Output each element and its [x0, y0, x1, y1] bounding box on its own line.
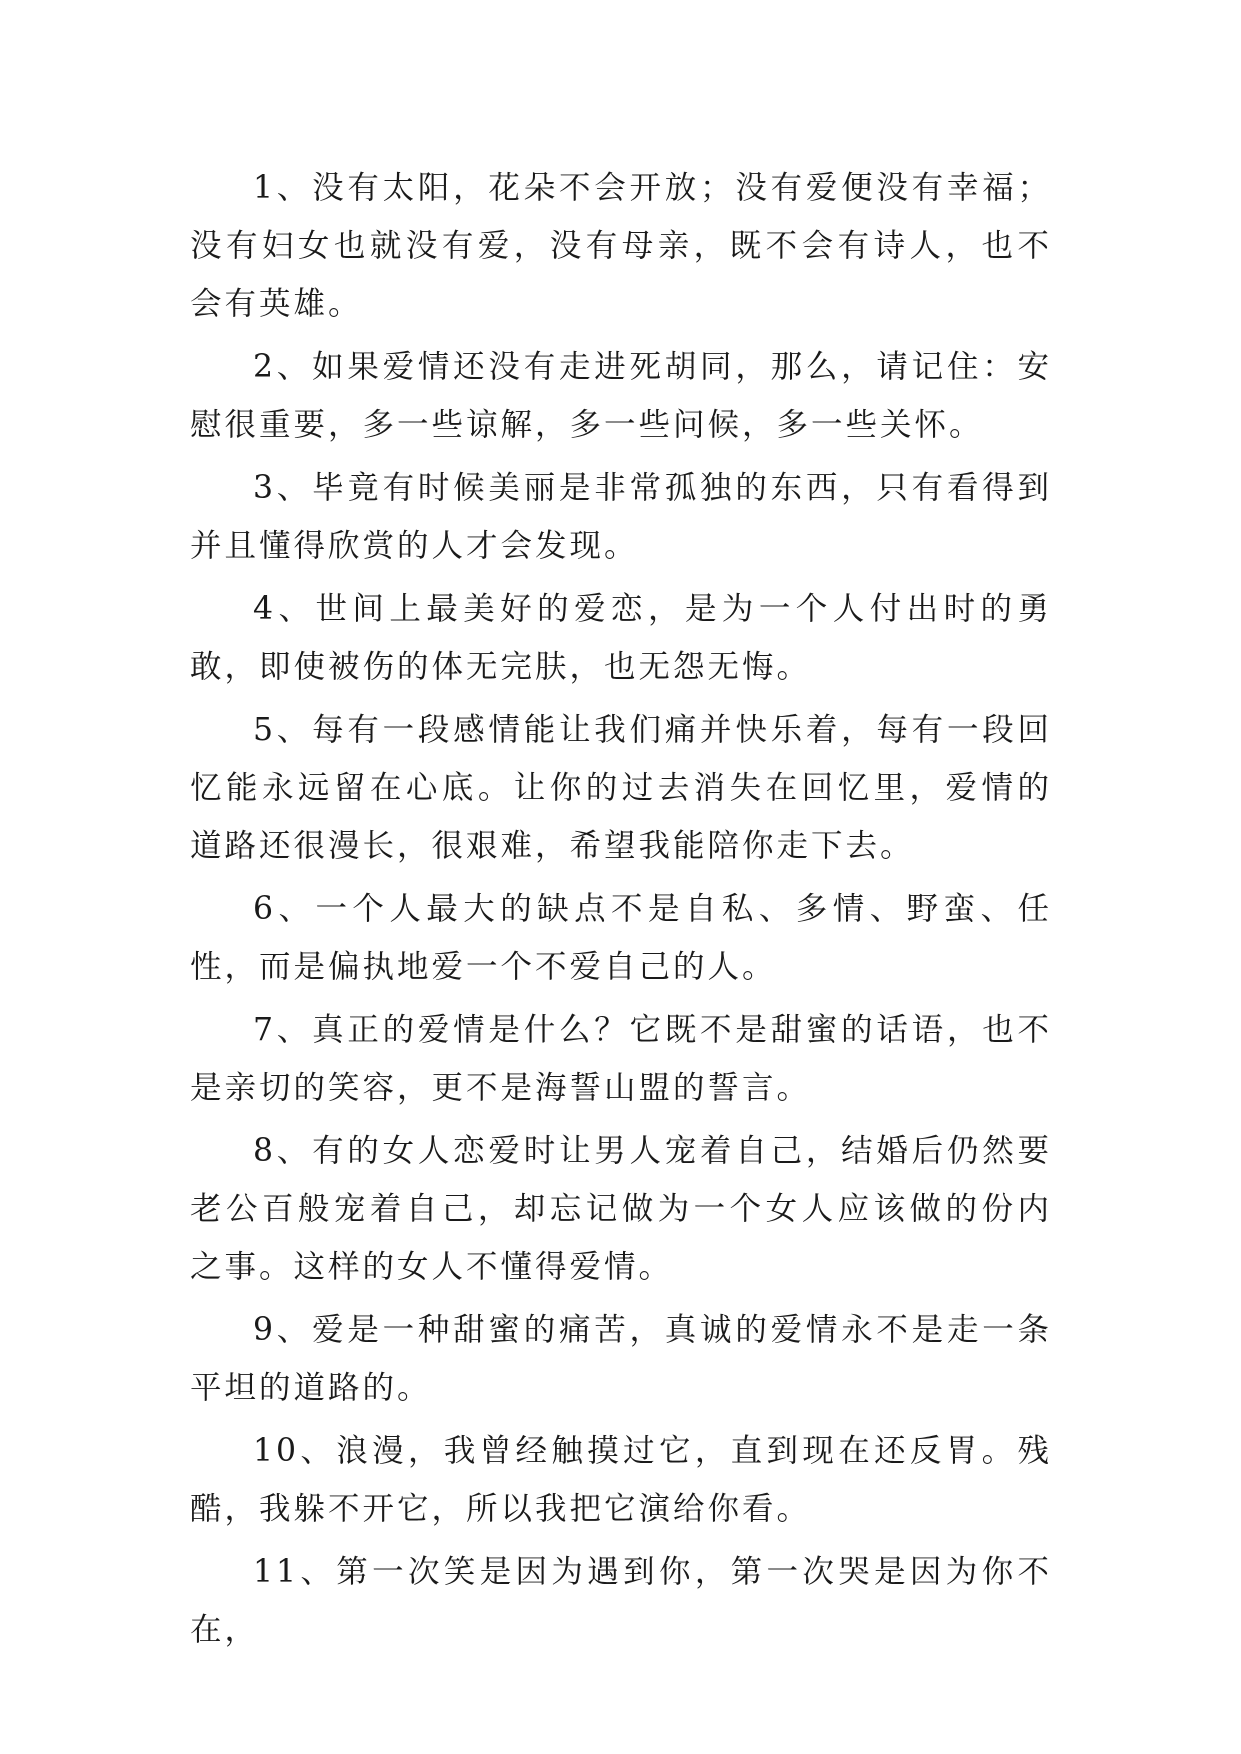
paragraph-8: 8、有的女人恋爱时让男人宠着自己，结婚后仍然要老公百般宠着自己，却忘记做为一个女人应该做的份内之事。这样的女人不懂得爱情。: [190, 1133, 1052, 1285]
paragraph-5: 5、每有一段感情能让我们痛并快乐着，每有一段回忆能永远留在心底。让你的过去消失在回忆里，爱情的道路还很漫长，很艰难，希望我能陪你走下去。: [190, 712, 1052, 864]
document-body: [190, 159, 1052, 1664]
paragraph-1: 1、没有太阳，花朵不会开放；没有爱便没有幸福；没有妇女也就没有爱，没有母亲，既不会有诗人，也不会有英雄。: [190, 170, 1052, 322]
paragraph-10: 10、浪漫，我曾经触摸过它，直到现在还反胃。残酷，我躲不开它，所以我把它演给你看。: [190, 1433, 1052, 1527]
paragraph-3: 3、毕竟有时候美丽是非常孤独的东西，只有看得到并且懂得欣赏的人才会发现。: [190, 470, 1052, 564]
paragraph-2: 2、如果爱情还没有走进死胡同，那么，请记住：安慰很重要，多一些谅解，多一些问候，多一些关怀。: [190, 349, 1052, 443]
paragraph-6: 6、一个人最大的缺点不是自私、多情、野蛮、任性，而是偏执地爱一个不爱自己的人。: [190, 891, 1052, 985]
paragraph-9: 9、爱是一种甜蜜的痛苦，真诚的爱情永不是走一条平坦的道路的。: [190, 1312, 1052, 1406]
paragraph-4: 4、世间上最美好的爱恋，是为一个人付出时的勇敢，即使被伤的体无完肤，也无怨无悔。: [190, 591, 1052, 685]
paragraph-7: 7、真正的爱情是什么？它既不是甜蜜的话语，也不是亲切的笑容，更不是海誓山盟的誓言。: [190, 1012, 1052, 1106]
paragraph-11: 11、第一次笑是因为遇到你，第一次哭是因为你不在，: [190, 1554, 1052, 1648]
